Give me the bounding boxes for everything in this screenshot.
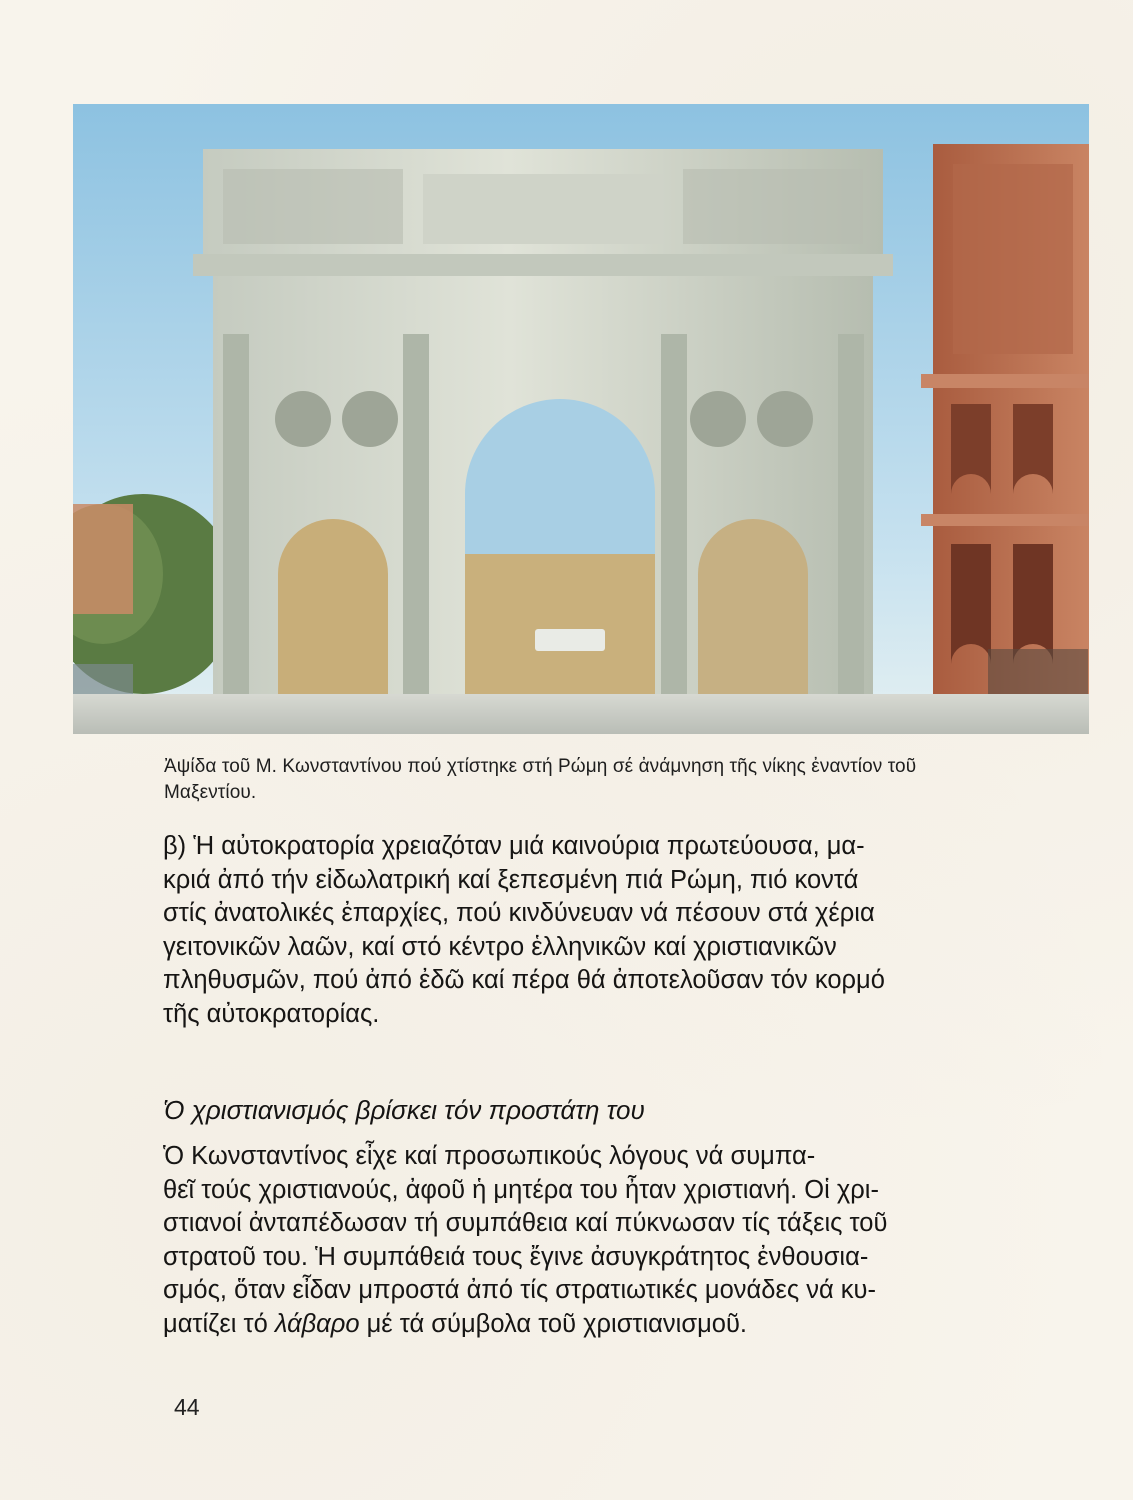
labarum-term: λάβαρο <box>274 1309 360 1338</box>
paragraph-1-line: κριά ἀπό τήν εἰδωλατρική καί ξεπεσμένη πιά Ρώμη, πιό κοντά <box>163 865 859 894</box>
paragraph-1-line: πληθυσμῶν, πού ἀπό ἐδῶ καί πέρα θά ἀποτελοῦσαν τόν κορμό <box>163 966 885 994</box>
paragraph-2-line: στρατοῦ του. Ἡ συμπάθειά τους ἔγινε ἀσυγκράτητος ἐνθουσια- <box>163 1242 869 1271</box>
paragraph-1-line: β) Ἡ αὐτοκρατορία χρειαζόταν μιά καινούρια πρωτεύουσα, μα- <box>163 832 865 860</box>
section-heading: Ὁ χριστιανισμός βρίσκει τόν προστάτη του <box>163 1095 645 1125</box>
paragraph-2-line: θεῖ τούς χριστιανούς, ἀφοῦ ἡ μητέρα του ἦταν χριστιανή. Οἱ χρι- <box>163 1175 879 1204</box>
paragraph-1-line: στίς ἀνατολικές ἐπαρχίες, πού κινδύνευαν νά πέσουν στά χέρια <box>163 899 875 927</box>
paragraph-christianity <box>163 1140 1033 1341</box>
bus <box>535 629 605 651</box>
last-line-before: ματίζει τό <box>163 1309 275 1338</box>
arch-photo-illustration <box>73 104 1089 734</box>
arch-of-constantine-photo <box>73 104 1089 734</box>
paragraph-2-line: στιανοί ἀνταπέδωσαν τή συμπάθεια καί πύκνωσαν τίς τάξεις τοῦ <box>163 1209 888 1237</box>
last-line-after: μέ τά σύμβολα τοῦ χριστιανισμοῦ. <box>359 1309 747 1338</box>
paragraph-capital-reasons <box>163 830 1033 1031</box>
building-left <box>73 504 133 614</box>
paragraph-2-last-line <box>163 1308 1033 1342</box>
arch-structure <box>193 149 893 696</box>
page-number: 44 <box>174 1394 200 1420</box>
paragraph-2-line: σμός, ὅταν εἶδαν μπροστά ἀπό τίς στρατιωτικές μονάδες νά κυ- <box>163 1276 876 1304</box>
paragraph-2-line: Ὁ Κωνσταντίνος εἶχε καί προσωπικούς λόγους νά συμπα- <box>163 1142 816 1170</box>
paragraph-1-line: τῆς αὐτοκρατορίας. <box>163 999 380 1028</box>
caption-line-1: Ἀψίδα τοῦ Μ. Κωνσταντίνου πού χτίστηκε στή Ρώμη σέ ἀνάμνηση τῆς νίκης ἐναντίον τοῦ <box>164 756 917 777</box>
paragraph-1-line: γειτονικῶν λαῶν, καί στό κέντρο ἑλληνικῶν καί χριστιανικῶν <box>163 932 837 961</box>
caption-line-2: Μαξεντίου. <box>164 782 257 803</box>
photo-caption <box>164 754 1024 806</box>
ground <box>73 694 1089 734</box>
